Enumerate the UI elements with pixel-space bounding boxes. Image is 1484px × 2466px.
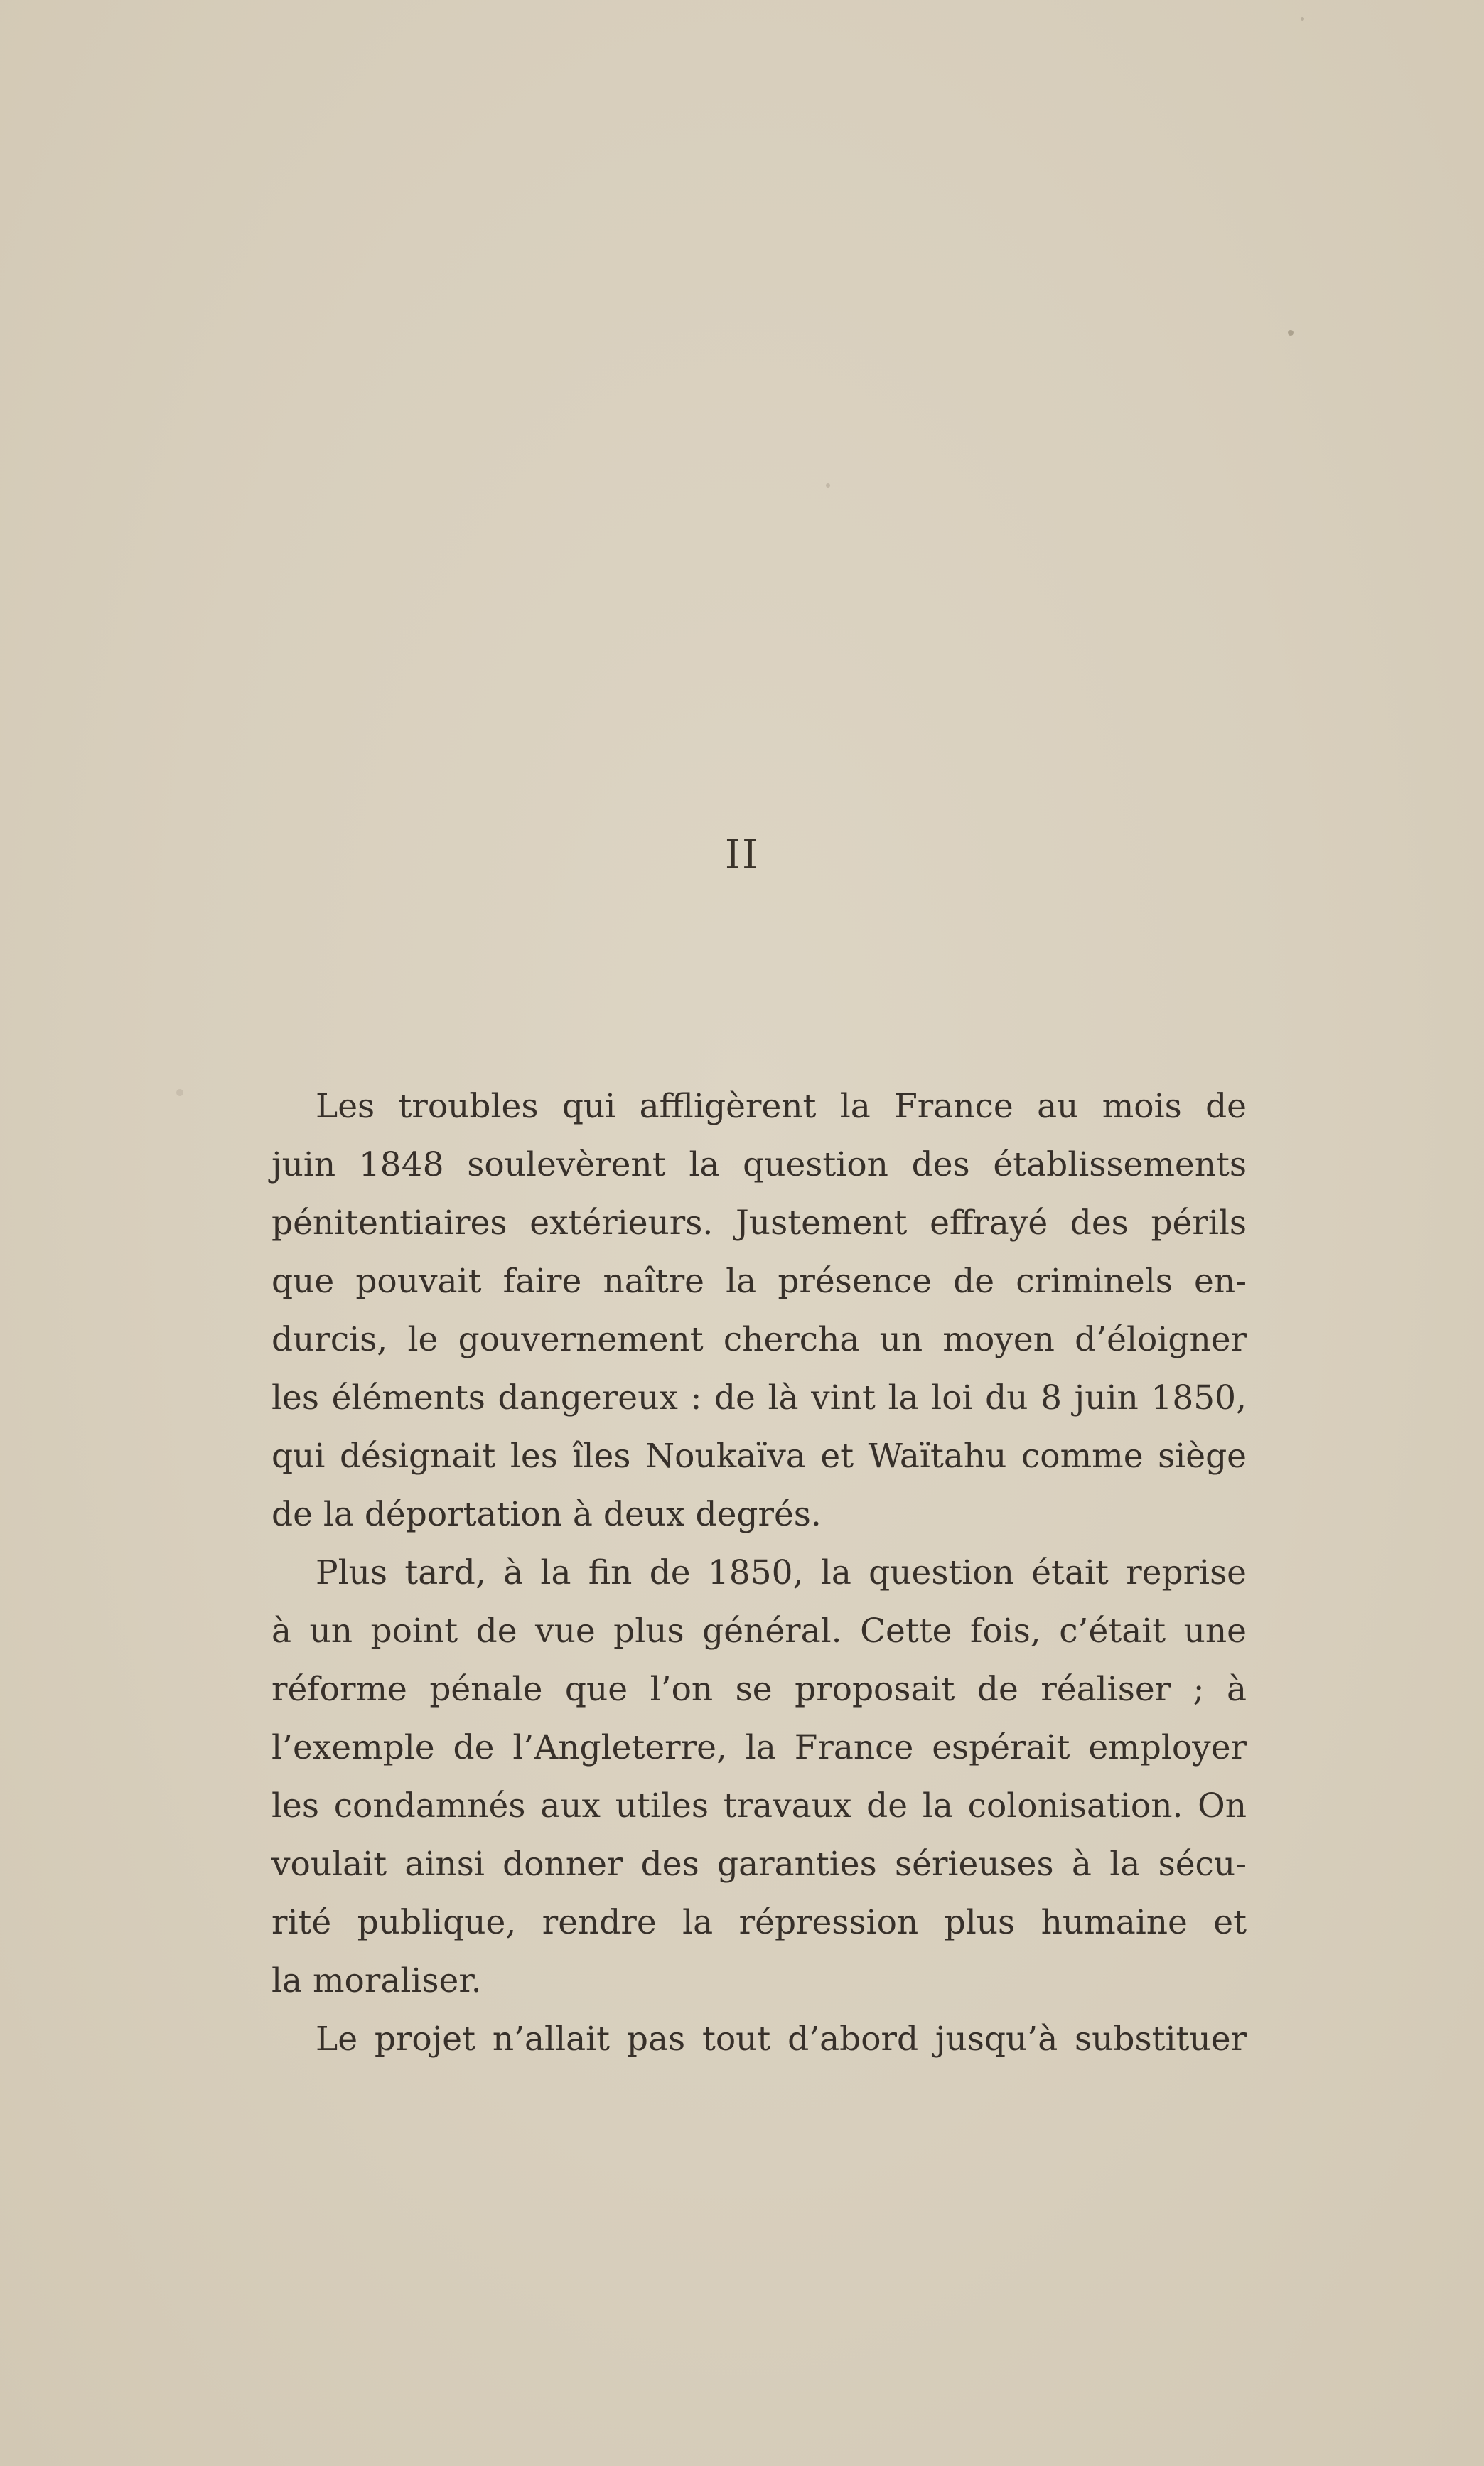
text-line: Le projet n’allait pas tout d’abord jusqu’à substituer	[316, 2020, 1247, 2059]
paper-speck	[1301, 17, 1304, 21]
text-line: que pouvait faire naître la présence de criminels en-	[271, 1262, 1247, 1301]
text-line: durcis, le gouvernement chercha un moyen d’éloigner	[271, 1320, 1247, 1359]
paragraph-2	[271, 1544, 1247, 2010]
chapter-number: II	[724, 832, 760, 878]
text-line: l’exemple de l’Angleterre, la France espérait employer	[271, 1728, 1247, 1767]
paper-speck	[176, 1089, 183, 1096]
paragraph-1	[271, 1078, 1247, 1544]
text-line: Plus tard, à la fin de 1850, la question était reprise	[316, 1553, 1247, 1592]
paper-speck	[1288, 330, 1294, 336]
text-line: les condamnés aux utiles travaux de la colonisation. On	[271, 1786, 1247, 1826]
text-line: la moraliser.	[271, 1961, 482, 2000]
chapter-body	[271, 1078, 1247, 2069]
text-line: les éléments dangereux : de là vint la loi du 8 juin 1850,	[271, 1378, 1247, 1417]
text-line: juin 1848 soulevèrent la question des établissements	[271, 1145, 1247, 1184]
text-line: réforme pénale que l’on se proposait de réaliser ; à	[271, 1670, 1247, 1709]
text-line: pénitentiaires extérieurs. Justement effrayé des périls	[271, 1203, 1247, 1243]
text-line: à un point de vue plus général. Cette fois, c’était une	[271, 1612, 1247, 1651]
text-line: rité publique, rendre la répression plus humaine et	[271, 1903, 1247, 1942]
paragraph-3	[271, 2010, 1247, 2069]
text-line: de la déportation à deux degrés.	[271, 1495, 822, 1534]
paper-speck	[826, 483, 830, 488]
text-line: voulait ainsi donner des garanties sérieuses à la sécu-	[271, 1845, 1247, 1884]
text-line: qui désignait les îles Noukaïva et Waïtahu comme siège	[271, 1437, 1247, 1476]
text-line: Les troubles qui affligèrent la France au mois de	[316, 1087, 1247, 1126]
